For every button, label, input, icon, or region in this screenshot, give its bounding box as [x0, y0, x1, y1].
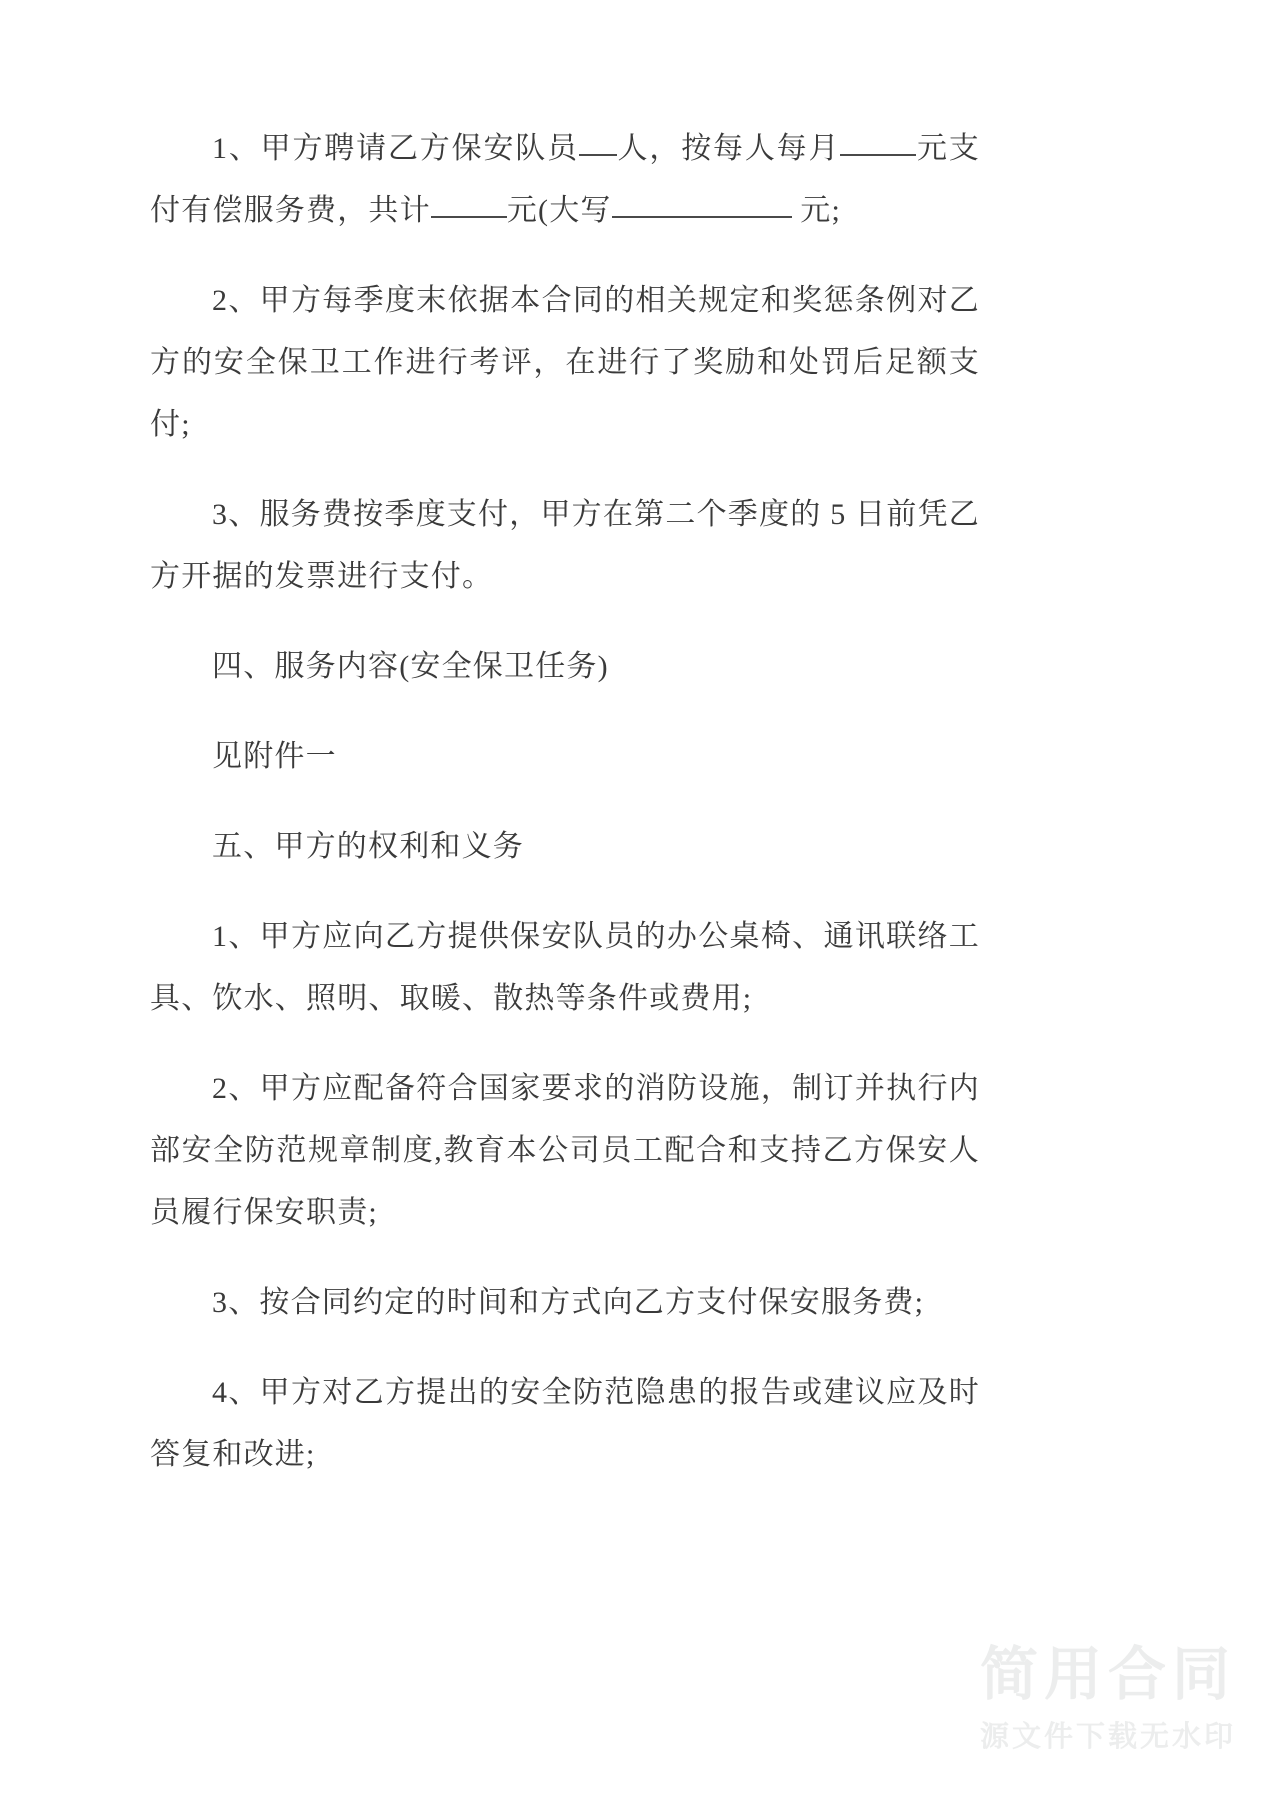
paragraph-heading-5: 五、甲方的权利和义务 — [212, 830, 524, 863]
paragraph-clause-5-3: 3、按合同约定的时间和方式向乙方支付保安服务费; — [212, 1286, 925, 1319]
paragraph-clause-5-1: 1、甲方应向乙方提供保安队员的办公桌椅、通讯联络工具、饮水、照明、取暖、散热等条件或费用; — [150, 920, 980, 1015]
fill-in-blank[interactable] — [840, 134, 916, 156]
watermark — [980, 1641, 1236, 1755]
paragraph-clause-5-4: 4、甲方对乙方提出的安全防范隐患的报告或建议应及时答复和改进; — [150, 1376, 980, 1471]
fill-in-blank[interactable] — [431, 196, 507, 218]
paragraph-appendix-note: 见附件一 — [212, 740, 337, 773]
paragraph-heading-4: 四、服务内容(安全保卫任务) — [212, 650, 609, 683]
paragraph-clause-3-1: 1、甲方聘请乙方保安队员 人，按每人每月 元支付有偿服务费，共计 元(大写 元; — [150, 132, 980, 227]
watermark-main-text: 简用合同 — [979, 1640, 1236, 1709]
paragraph-clause-5-2: 2、甲方应配备符合国家要求的消防设施，制订并执行内部安全防范规章制度,教育本公司员工配合和支持乙方保安人员履行保安职责; — [150, 1072, 980, 1229]
paragraph-clause-3-2: 2、甲方每季度末依据本合同的相关规定和奖惩条例对乙方的安全保卫工作进行考评，在进行了奖励和处罚后足额支付; — [150, 284, 980, 441]
watermark-sub-text: 源文件下载无水印 — [979, 1719, 1236, 1753]
fill-in-blank[interactable] — [579, 134, 617, 156]
fill-in-blank[interactable] — [612, 196, 792, 218]
document-body — [150, 118, 980, 1514]
paragraph-clause-3-3: 3、服务费按季度支付，甲方在第二个季度的 5 日前凭乙方开据的发票进行支付。 — [150, 498, 980, 593]
